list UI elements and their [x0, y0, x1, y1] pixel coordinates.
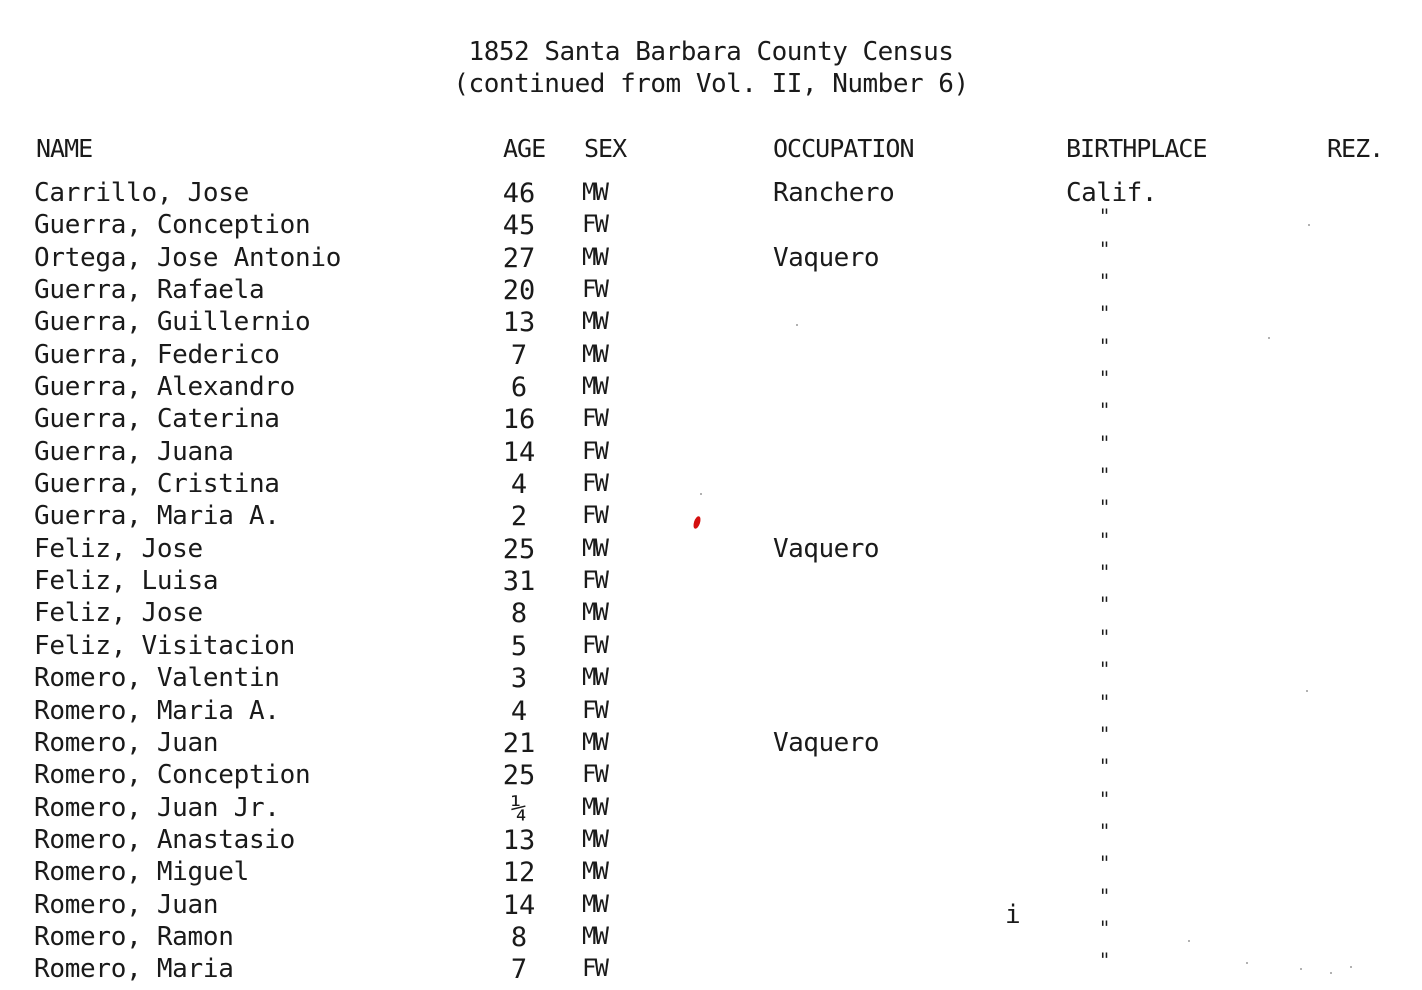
column-header-name: NAME [36, 134, 93, 163]
name-cell: Romero, Miguel [34, 857, 249, 888]
table-row [0, 204, 1422, 242]
ditto-mark: " [1100, 398, 1110, 423]
scan-speck [1300, 968, 1302, 970]
ditto-mark: " [1100, 204, 1110, 229]
table-row [0, 527, 1422, 566]
sex-cell: MW [582, 178, 607, 206]
sex-cell: MW [582, 889, 607, 918]
table-row [0, 178, 1422, 210]
age-cell: 13 [502, 824, 536, 856]
age-cell: 13 [502, 307, 536, 339]
name-cell: Guerra, Conception [34, 210, 311, 241]
sex-cell: FW [582, 695, 607, 724]
table-row [0, 560, 1422, 598]
occupation-cell: Vaquero [773, 727, 880, 758]
sex-cell: MW [582, 663, 607, 692]
name-cell: Guerra, Cristina [34, 469, 280, 500]
ditto-mark: " [1100, 883, 1110, 908]
name-cell: Guerra, Caterina [34, 404, 280, 435]
occupation-cell: Ranchero [773, 178, 895, 208]
table-row [0, 333, 1422, 372]
name-cell: Romero, Anastasio [34, 824, 296, 855]
sex-cell: FW [582, 760, 607, 789]
table-row [0, 818, 1422, 857]
age-cell: 4 [510, 695, 528, 727]
ditto-mark: " [1100, 236, 1110, 261]
age-cell: 31 [502, 566, 536, 598]
scan-speck [1308, 224, 1310, 226]
age-cell: 7 [510, 954, 528, 986]
scan-speck [1268, 337, 1270, 339]
sex-cell: FW [582, 404, 607, 433]
age-cell: 4 [510, 469, 528, 501]
scan-speck [700, 493, 702, 495]
ditto-mark: " [1100, 301, 1110, 326]
table-row [0, 689, 1422, 728]
ditto-mark: " [1100, 527, 1110, 552]
ditto-mark: " [1100, 657, 1110, 682]
table-row [0, 721, 1422, 760]
age-cell: 25 [502, 760, 536, 792]
sex-cell: FW [582, 501, 607, 530]
age-cell: 27 [502, 242, 536, 274]
column-header-birthplace: BIRTHPLACE [1066, 134, 1207, 163]
scan-speck [1188, 940, 1190, 942]
name-cell: Guerra, Maria A. [34, 501, 280, 532]
table-row [0, 463, 1422, 501]
name-cell: Guerra, Guillernio [34, 307, 311, 338]
scan-speck [796, 324, 798, 326]
column-header-age: AGE [503, 134, 546, 163]
table-row [0, 592, 1422, 630]
sex-cell: MW [582, 727, 607, 756]
age-cell: 7 [510, 339, 528, 371]
name-cell: Ortega, Jose Antonio [34, 242, 342, 273]
age-cell: ¼ [510, 792, 528, 824]
name-cell: Romero, Juan [34, 889, 219, 920]
ditto-mark: " [1100, 430, 1110, 455]
scan-speck [1246, 962, 1248, 964]
occupation-cell: Vaquero [773, 242, 880, 273]
sex-cell: MW [582, 339, 607, 368]
age-cell: 8 [510, 598, 528, 630]
sex-cell: FW [582, 566, 607, 595]
column-header-sex: SEX [584, 134, 627, 163]
name-cell: Feliz, Jose [34, 598, 203, 629]
ditto-mark: " [1100, 269, 1110, 294]
ditto-mark: " [1100, 689, 1110, 714]
sex-cell: FW [582, 436, 607, 465]
table-row [0, 915, 1422, 954]
ditto-mark: " [1100, 851, 1110, 876]
sex-cell: MW [582, 533, 607, 562]
table-row [0, 851, 1422, 889]
ditto-mark: " [1100, 366, 1110, 391]
name-cell: Romero, Ramon [34, 921, 234, 952]
birthplace-cell: Calif. [1066, 178, 1157, 208]
name-cell: Feliz, Jose [34, 533, 203, 564]
sex-cell: MW [582, 372, 607, 401]
age-cell: 46 [502, 178, 536, 209]
sex-cell: MW [582, 792, 607, 821]
name-cell: Guerra, Rafaela [34, 275, 265, 306]
sex-cell: FW [582, 210, 607, 239]
name-cell: Guerra, Juana [34, 436, 234, 467]
table-row [0, 301, 1422, 339]
page-subtitle: (continued from Vol. II, Number 6) [453, 69, 969, 99]
age-cell: 3 [510, 663, 528, 695]
sex-cell: MW [582, 307, 607, 336]
name-cell: Carrillo, Jose [34, 178, 249, 208]
table-row [0, 948, 1422, 986]
scan-speck [1306, 690, 1308, 692]
sex-cell: MW [582, 242, 607, 271]
age-cell: 25 [502, 533, 536, 565]
name-cell: Romero, Juan [34, 727, 219, 758]
table-row [0, 269, 1422, 307]
sex-cell: MW [582, 824, 607, 853]
name-cell: Romero, Juan Jr. [34, 792, 280, 823]
ditto-mark: " [1100, 333, 1110, 358]
stray-mark: i [1005, 900, 1021, 930]
name-cell: Romero, Maria [34, 954, 234, 985]
table-row [0, 624, 1422, 663]
name-cell: Feliz, Luisa [34, 566, 219, 597]
name-cell: Guerra, Federico [34, 339, 280, 370]
age-cell: 45 [502, 210, 536, 242]
ditto-mark: " [1100, 786, 1110, 811]
ditto-mark: " [1100, 560, 1110, 585]
age-cell: 20 [502, 275, 536, 307]
ditto-mark: " [1100, 495, 1110, 520]
name-cell: Guerra, Alexandro [34, 372, 296, 403]
sex-cell: MW [582, 857, 607, 886]
name-cell: Romero, Maria A. [34, 695, 280, 726]
age-cell: 2 [510, 501, 528, 533]
ditto-mark: " [1100, 592, 1110, 617]
name-cell: Romero, Conception [34, 760, 311, 791]
sex-cell: FW [582, 954, 607, 983]
scan-speck [1330, 972, 1332, 974]
sex-cell: FW [582, 275, 607, 304]
sex-cell: FW [582, 630, 607, 659]
ditto-mark: " [1100, 721, 1110, 746]
age-cell: 6 [510, 372, 528, 404]
age-cell: 14 [502, 436, 536, 468]
sex-cell: FW [582, 469, 607, 498]
sex-cell: MW [582, 598, 607, 627]
age-cell: 5 [510, 630, 528, 662]
table-row [0, 366, 1422, 404]
table-row [0, 398, 1422, 436]
age-cell: 8 [510, 921, 528, 953]
table-row [0, 236, 1422, 275]
ditto-mark: " [1100, 463, 1110, 488]
column-header-occupation: OCCUPATION [773, 134, 914, 163]
table-row [0, 786, 1422, 825]
ditto-mark: " [1100, 624, 1110, 649]
census-table [0, 178, 1422, 987]
ditto-mark: " [1100, 754, 1110, 779]
ditto-mark: " [1100, 818, 1110, 843]
name-cell: Romero, Valentin [34, 663, 280, 694]
age-cell: 16 [502, 404, 536, 436]
table-row [0, 430, 1422, 469]
table-row [0, 657, 1422, 695]
scan-speck [1350, 966, 1352, 968]
ditto-mark: " [1100, 915, 1110, 940]
age-cell: 21 [502, 727, 536, 759]
ditto-mark: " [1100, 948, 1110, 973]
page-title: 1852 Santa Barbara County Census [468, 37, 954, 67]
table-row [0, 754, 1422, 792]
column-header-rez: REZ. [1327, 134, 1384, 163]
age-cell: 12 [502, 857, 536, 889]
table-row [0, 495, 1422, 533]
table-row [0, 883, 1422, 922]
sex-cell: MW [582, 921, 607, 950]
occupation-cell: Vaquero [773, 533, 880, 564]
name-cell: Feliz, Visitacion [34, 630, 296, 661]
age-cell: 14 [502, 889, 536, 921]
